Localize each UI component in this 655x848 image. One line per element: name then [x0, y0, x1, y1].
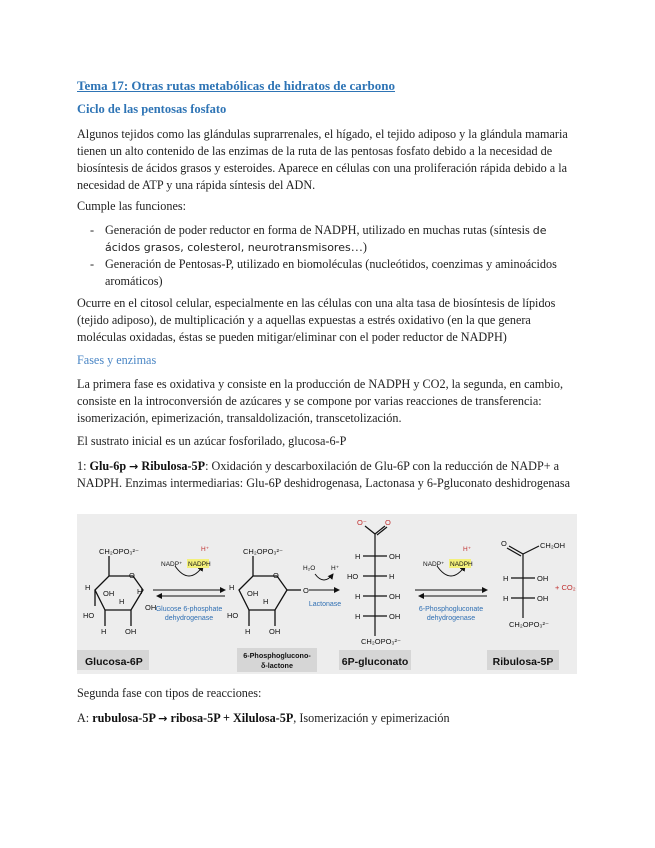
label-glucosa: Glucosa-6P	[85, 656, 143, 668]
svg-text:H: H	[389, 572, 395, 581]
label-gluconato: 6P-gluconato	[341, 656, 409, 668]
phases-heading: Fases y enzimas	[77, 353, 157, 367]
svg-text:OH: OH	[269, 627, 281, 636]
svg-text:H⁺: H⁺	[201, 546, 210, 553]
ribulose-structure	[507, 546, 539, 618]
svg-text:O: O	[129, 571, 135, 580]
page-title: Tema 17: Otras rutas metabólicas de hidratos de carbono	[77, 78, 396, 93]
svg-text:H: H	[101, 627, 107, 636]
svg-text:H⁺: H⁺	[463, 546, 472, 553]
pentose-phosphate-figure	[77, 514, 577, 674]
svg-text:H: H	[85, 583, 91, 592]
svg-text:H: H	[137, 587, 143, 596]
location-paragraph: Ocurre en el citosol celular, especialmente en las células con una alta tasa de biosíntesis de lípidos (tejido adiposo), de multiplicación y a aquellas expuestas a estrés oxidativo (en la que genera moléculas oxidadas, éstas se pueden mitigar/eliminar con el poder reductor de NADPH)	[77, 296, 556, 344]
svg-text:NADP⁺: NADP⁺	[161, 561, 183, 568]
svg-text:NADPH: NADPH	[188, 561, 211, 568]
svg-text:CH₂OPO₃²⁻: CH₂OPO₃²⁻	[243, 547, 283, 556]
list-item: - Generación de Pentosas-P, utilizado en biomoléculas (nucleótidos, coenzimas y aminoácidos aromáticos)	[90, 257, 557, 288]
svg-text:OH: OH	[389, 552, 401, 561]
svg-text:Glucose 6-phosphate: Glucose 6-phosphate	[155, 606, 223, 613]
svg-text:H₂O: H₂O	[303, 565, 316, 572]
svg-text:O: O	[385, 518, 391, 527]
functions-list	[77, 222, 577, 290]
svg-text:H: H	[355, 552, 361, 561]
label-lactone: δ-lactone	[261, 661, 293, 670]
second-phase-paragraph: Segunda fase con tipos de reacciones:	[77, 686, 262, 700]
svg-text:O: O	[501, 539, 507, 548]
svg-text:dehydrogenase: dehydrogenase	[164, 615, 214, 622]
step1-paragraph: 1: Glu-6p → Ribulosa-5P: Oxidación y descarboxilación de Glu-6P con la reducción de NADP+ a NADPH. Enzimas intermediarias: Glu-6P deshidrogenasa, Lactonasa y 6-Pgluconato deshidrogenasa	[77, 459, 571, 490]
svg-text:dehydrogenase: dehydrogenase	[426, 615, 476, 622]
svg-text:CH₂OH: CH₂OH	[540, 541, 565, 550]
svg-text:H: H	[503, 594, 509, 603]
svg-text:HO: HO	[347, 572, 359, 581]
svg-text:OH: OH	[537, 574, 549, 583]
svg-text:OH: OH	[389, 592, 401, 601]
svg-text:OH: OH	[125, 627, 137, 636]
svg-text:H: H	[355, 592, 361, 601]
svg-text:NADP⁺: NADP⁺	[423, 561, 445, 568]
stepA-paragraph: A: rubulosa-5P → ribosa-5P + Xilulosa-5P, Isomerización y epimerización	[77, 711, 450, 725]
svg-text:H: H	[503, 574, 509, 583]
substrate-paragraph: El sustrato inicial es un azúcar fosforilado, glucosa-6-P	[77, 434, 347, 448]
svg-text:OH: OH	[537, 594, 549, 603]
svg-text:Lactonase: Lactonase	[308, 601, 342, 608]
svg-text:O: O	[303, 586, 309, 595]
svg-text:H: H	[263, 597, 269, 606]
svg-text:H: H	[229, 583, 235, 592]
label-lactone: 6-Phosphoglucono-	[243, 651, 311, 660]
svg-text:CH₂OPO₃²⁻: CH₂OPO₃²⁻	[361, 637, 401, 646]
svg-text:H: H	[119, 597, 125, 606]
reaction-diagram	[77, 514, 577, 674]
svg-text:OH: OH	[247, 589, 259, 598]
svg-text:H⁺: H⁺	[331, 565, 340, 572]
svg-text:OH: OH	[145, 603, 157, 612]
svg-text:OH: OH	[389, 612, 401, 621]
svg-text:O⁻: O⁻	[357, 518, 367, 527]
functions-intro: Cumple las funciones:	[77, 199, 186, 213]
list-item: - Generación de poder reductor en forma de NADPH, utilizado en muchas rutas (síntesis de ácidos grasos, colesterol, neurotransmisores…)	[90, 223, 547, 254]
svg-text:H: H	[245, 627, 251, 636]
svg-text:+ CO₂: + CO₂	[555, 583, 576, 592]
section-title: Ciclo de las pentosas fosfato	[77, 102, 227, 116]
svg-text:HO: HO	[83, 611, 95, 620]
intro-paragraph: Algunos tejidos como las glándulas suprarrenales, el hígado, el tejido adiposo y la glándula mamaria tienen un alto contenido de las enzimas de la ruta de las pentosas fosfato debido a la necesidad de biosíntesis de ácidos grasos y esteroides. Aparece en células con una proliferación rápida debido a la necesidad de ATP y una rápida síntesis del ADN.	[77, 127, 568, 192]
phases-paragraph: La primera fase es oxidativa y consiste en la producción de NADPH y CO2, la segunda, en cambio, consiste en la introconversión de azúcares y se compone por varias reacciones de transferencia: isomerización, epimerización, transaldolización, transcetolización.	[77, 377, 564, 425]
svg-text:O: O	[273, 571, 279, 580]
svg-text:CH₂OPO₃²⁻: CH₂OPO₃²⁻	[509, 620, 549, 629]
svg-text:HO: HO	[227, 611, 239, 620]
svg-text:H: H	[355, 612, 361, 621]
svg-text:6-Phosphogluconate: 6-Phosphogluconate	[418, 606, 484, 613]
svg-text:NADPH: NADPH	[450, 561, 473, 568]
gluconate-structure	[363, 526, 387, 636]
label-ribulosa: Ribulosa-5P	[492, 656, 554, 668]
svg-text:CH₂OPO₃²⁻: CH₂OPO₃²⁻	[99, 547, 139, 556]
svg-text:OH: OH	[103, 589, 115, 598]
